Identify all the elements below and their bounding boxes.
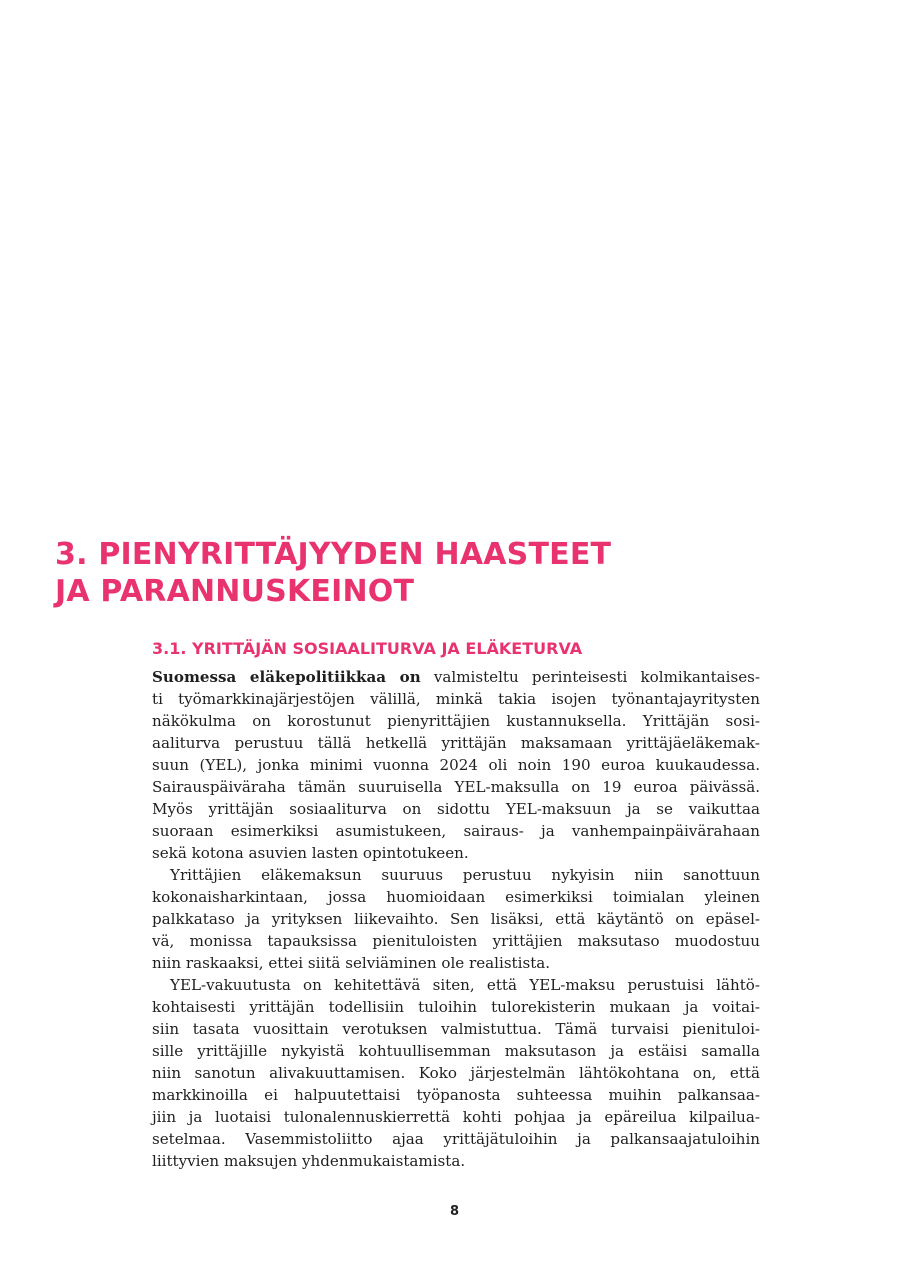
paragraph-line: Yrittäjien eläkemaksun suuruus perustuu nykyisin niin sanottuun [170, 866, 760, 884]
paragraph-line: sekä kotona asuvien lasten opintotukeen. [152, 844, 469, 862]
paragraph-line: kokonaisharkintaan, jossa huomioidaan esimerkiksi toimialan yleinen [152, 888, 760, 906]
paragraph-line: ti työmarkkinajärjestöjen välillä, minkä takia isojen työnantajayritysten [152, 690, 760, 708]
paragraph-line: jiin ja luotaisi tulonalennuskierrettä kohti pohjaa ja epäreilua kilpailua- [152, 1108, 760, 1126]
paragraph-line: YEL-vakuutusta on kehitettävä siten, että YEL-maksu perustuisi lähtö- [170, 976, 760, 994]
section-content [152, 636, 760, 1172]
paragraph-line: niin sanotun alivakuuttamisen. Koko järjestelmän lähtökohtana on, että [152, 1064, 760, 1082]
paragraph-line-text: valmisteltu perinteisesti kolmikantaises- [420, 668, 760, 686]
lead-in-bold: Suomessa eläkepolitiikkaa on [152, 668, 421, 686]
paragraph-line: markkinoilla ei halpuutettaisi työpanosta suhteessa muihin palkansaa- [152, 1086, 760, 1104]
paragraph-line: niin raskaaksi, ettei siitä selviäminen ole realistista. [152, 954, 551, 972]
chapter-title-line-1: 3. PIENYRITTÄJYYDEN HAASTEET [55, 537, 612, 572]
paragraph-line [152, 666, 760, 688]
page-number: 8 [449, 1204, 460, 1219]
paragraph-1 [152, 666, 760, 864]
paragraph-2 [152, 864, 760, 974]
chapter-title-line-2: JA PARANNUSKEINOT [55, 574, 415, 609]
paragraph-line: palkkataso ja yrityksen liikevaihto. Sen lisäksi, että käytäntö on epäsel- [152, 910, 760, 928]
paragraph-line: aaliturva perustuu tällä hetkellä yrittäjän maksamaan yrittäjäeläkemak- [152, 734, 760, 752]
paragraph-line: vä, monissa tapauksissa pienituloisten yrittäjien maksutaso muodostuu [152, 932, 760, 950]
paragraph-line: sille yrittäjille nykyistä kohtuullisemman maksutason ja estäisi samalla [152, 1042, 760, 1060]
paragraph-3 [152, 974, 760, 1172]
paragraph-line: suoraan esimerkiksi asumistukeen, sairaus- ja vanhempainpäivärahaan [152, 822, 760, 840]
paragraph-line: näkökulma on korostunut pienyrittäjien kustannuksella. Yrittäjän sosi- [152, 712, 760, 730]
paragraph-line: liittyvien maksujen yhdenmukaistamista. [152, 1152, 466, 1170]
section-title: 3.1. YRITTÄJÄN SOSIAALITURVA JA ELÄKETURVA [152, 639, 583, 658]
chapter-title [55, 536, 855, 610]
paragraph-line: Sairauspäiväraha tämän suuruisella YEL-maksulla on 19 euroa päivässä. [152, 778, 760, 796]
paragraph-line: setelmaa. Vasemmistoliitto ajaa yrittäjätuloihin ja palkansaajatuloihin [152, 1130, 760, 1148]
paragraph-line: siin tasata vuosittain verotuksen valmistuttua. Tämä turvaisi pienituloi- [152, 1020, 760, 1038]
paragraph-line: kohtaisesti yrittäjän todellisiin tuloihin tulorekisterin mukaan ja voitai- [152, 998, 760, 1016]
paragraph-line: suun (YEL), jonka minimi vuonna 2024 oli noin 190 euroa kuukaudessa. [152, 756, 760, 774]
paragraph-line: Myös yrittäjän sosiaaliturva on sidottu YEL-maksuun ja se vaikuttaa [152, 800, 760, 818]
